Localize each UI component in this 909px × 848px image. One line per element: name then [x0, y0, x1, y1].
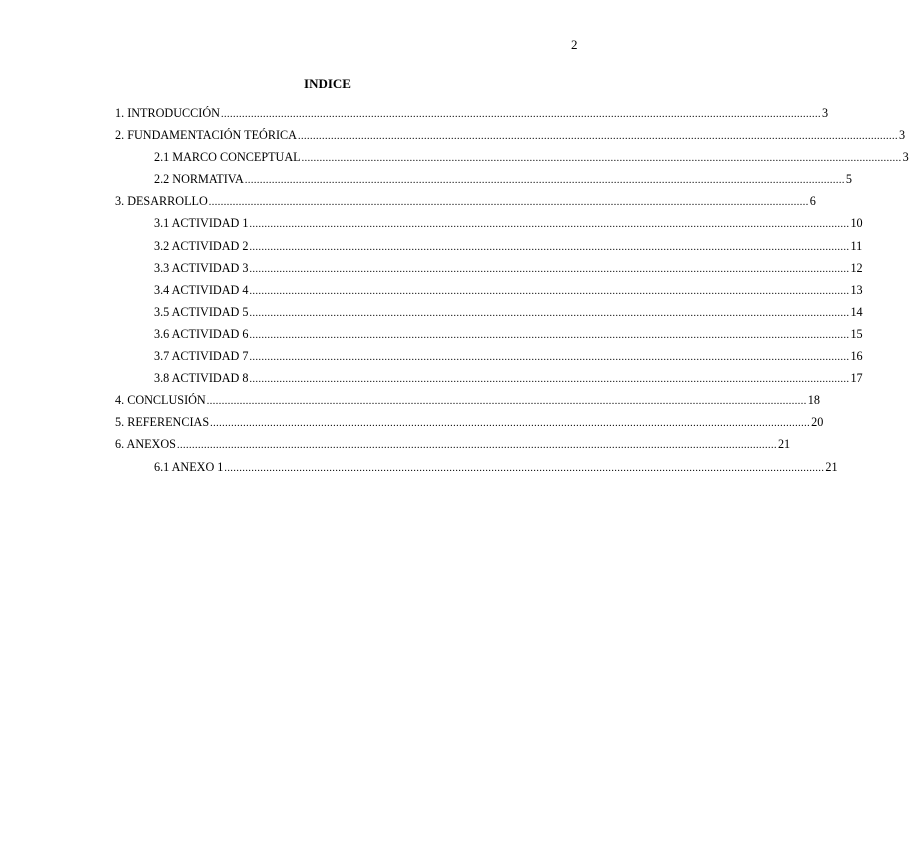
toc-entry-label: 1. INTRODUCCIÓN [115, 106, 220, 120]
toc-entry-page: 3 [902, 150, 909, 165]
toc-entry-page: 11 [850, 238, 863, 253]
toc-entry-label: 6. ANEXOS [115, 437, 176, 452]
toc-entry-page: 16 [850, 349, 863, 364]
toc-entry [115, 193, 816, 215]
toc-entry [115, 392, 820, 414]
toc-entry [115, 436, 791, 458]
dot-leader: ........................................................................................................................................................................................................ [297, 131, 898, 143]
toc-entry-label: 3.7 ACTIVIDAD 7 [154, 349, 249, 364]
toc-entry-label: 3. DESARROLLO [115, 194, 208, 209]
toc-entry-label: 3.5 ACTIVIDAD 5 [154, 304, 249, 319]
toc-entry-label: 5. REFERENCIAS [115, 415, 210, 430]
toc-subentry [115, 370, 863, 392]
toc-entry-label: 3.3 ACTIVIDAD 3 [154, 260, 249, 275]
dot-leader: ........................................................................................................................................................................................................ [244, 175, 845, 187]
dot-leader: ........................................................................................................................................................................................................ [249, 241, 850, 253]
toc-entry-label: 2. FUNDAMENTACIÓN TEÓRICA [115, 128, 297, 143]
dot-leader: ........................................................................................................................................................................................................ [208, 197, 809, 209]
toc-subentry [115, 304, 863, 326]
toc-subentry [115, 260, 863, 282]
page-title: INDICE [304, 76, 351, 91]
toc-subentry [115, 238, 863, 260]
dot-leader: ........................................................................................................................................................................................................ [224, 462, 825, 474]
dot-leader: ........................................................................................................................................................................................................ [249, 374, 850, 386]
toc-entry-label: 6.1 ANEXO 1 [154, 459, 224, 474]
dot-leader: ........................................................................................................................................................................................................ [210, 418, 811, 430]
toc-entry-label: 3.6 ACTIVIDAD 6 [154, 326, 249, 341]
toc-subentry [115, 282, 863, 304]
toc-entry-label: 4. CONCLUSIÓN [115, 393, 206, 408]
dot-leader: ........................................................................................................................................................................................................ [206, 396, 807, 408]
toc-entry [115, 127, 906, 149]
toc-entry-page: 5 [845, 172, 852, 187]
toc-entry-page: 17 [850, 371, 863, 386]
toc-entry-page: 12 [850, 260, 863, 275]
toc-subentry [115, 326, 863, 348]
toc-entry-label: 3.2 ACTIVIDAD 2 [154, 238, 249, 253]
toc-subentry [115, 459, 838, 481]
toc-entry-label: 2.2 NORMATIVA [154, 172, 244, 187]
toc-entry-page: 3 [898, 128, 906, 143]
dot-leader: ........................................................................................................................................................................................................ [249, 329, 850, 341]
toc-entry-label: 3.4 ACTIVIDAD 4 [154, 282, 249, 297]
dot-leader: ........................................................................................................................................................................................................ [176, 440, 777, 452]
toc-entry-page: 13 [850, 282, 863, 297]
dot-leader: ........................................................................................................................................................................................................ [249, 307, 850, 319]
toc-entry [115, 414, 824, 436]
toc-entry-page: 3 [821, 106, 829, 120]
toc-entry-page: 15 [850, 326, 863, 341]
toc-entry-page: 10 [850, 216, 863, 231]
table-of-contents [115, 105, 909, 481]
toc-entry-page: 20 [811, 415, 824, 430]
dot-leader: ........................................................................................................................................................................................................ [301, 153, 902, 165]
toc-entry-page: 21 [825, 459, 838, 474]
toc-entry-label: 3.1 ACTIVIDAD 1 [154, 216, 249, 231]
toc-entry [115, 105, 829, 127]
toc-entry-label: 3.8 ACTIVIDAD 8 [154, 371, 249, 386]
toc-entry-page: 6 [809, 194, 816, 209]
dot-leader: ........................................................................................................................................................................................................ [249, 263, 850, 275]
toc-subentry [115, 171, 852, 193]
dot-leader: ........................................................................................................................................................................................................ [220, 109, 821, 120]
toc-entry-label: 2.1 MARCO CONCEPTUAL [154, 150, 301, 165]
toc-subentry [115, 215, 863, 237]
toc-entry-page: 18 [807, 393, 820, 408]
toc-entry-page: 14 [850, 304, 863, 319]
toc-entry-page: 21 [777, 437, 791, 452]
toc-subentry [115, 149, 909, 171]
toc-subentry [115, 348, 863, 370]
page-number: 2 [571, 37, 578, 52]
dot-leader: ........................................................................................................................................................................................................ [249, 219, 850, 231]
dot-leader: ........................................................................................................................................................................................................ [249, 352, 850, 364]
dot-leader: ........................................................................................................................................................................................................ [249, 285, 850, 297]
